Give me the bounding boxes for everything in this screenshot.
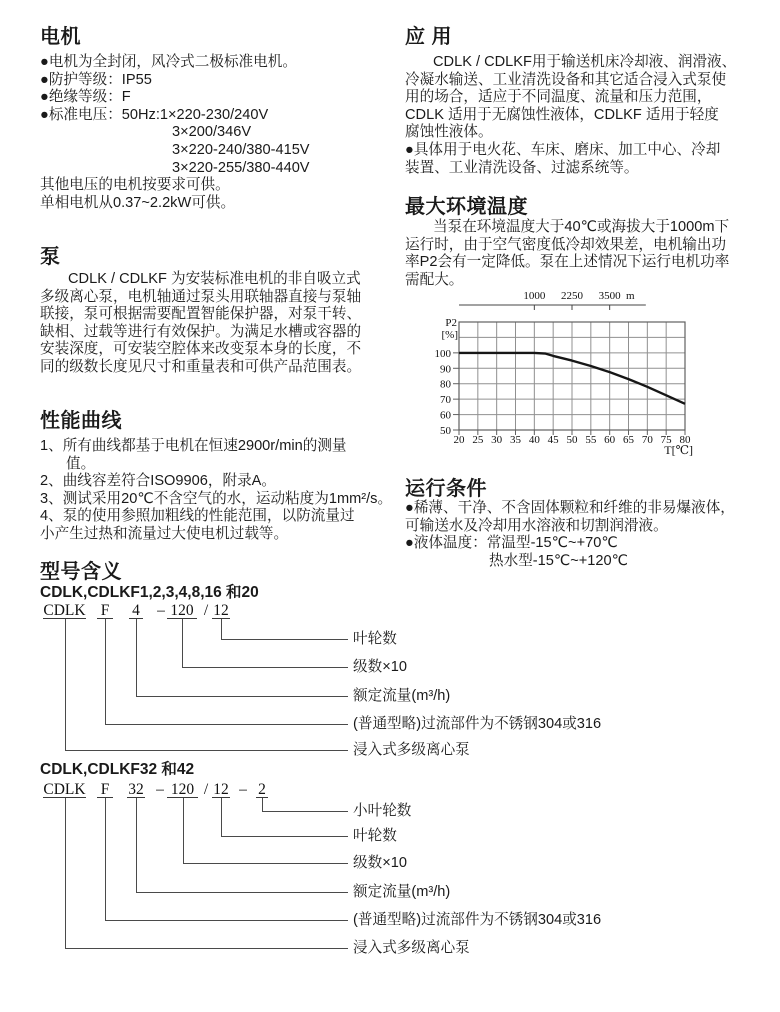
text-line: 可输送水及冷却用水溶液和切割润滑液。 (405, 517, 668, 534)
x-axis-label: T[℃] (664, 443, 693, 457)
text-line: 缺相、过载等进行有效保护。为满足水槽或容器的 (40, 323, 362, 340)
x-tick-label: 35 (510, 434, 521, 446)
designation-connector-line (183, 798, 184, 863)
text-line: ●标准电压：50Hz:1×220-230/240V (40, 106, 269, 123)
text-line: CDLK 适用于无腐蚀性液体，CDLKF 适用于轻度 (405, 106, 719, 123)
text-line: 值。 (66, 455, 96, 472)
section-title-curves: 性能曲线 (40, 410, 122, 432)
altitude-tick-label: 1000 (523, 290, 546, 302)
section-motor (40, 26, 392, 212)
section-title-pump: 泵 (40, 246, 61, 268)
designation-connector-line (105, 798, 106, 920)
text-line: ●电机为全封闭，风冷式二极标准电机。 (40, 54, 297, 70)
designation-connector-line (221, 619, 222, 639)
text-line: 4、泵的使用参照加粗线的性能范围，以防流量过 (40, 508, 355, 525)
model-code-segment: / (203, 602, 209, 619)
designation-connector-line (136, 798, 137, 892)
designation-label: 额定流量(m³/h) (353, 884, 451, 900)
designation-label: 额定流量(m³/h) (353, 688, 451, 704)
text-line: ●防护等级：IP55 (40, 71, 152, 88)
altitude-tick-label: 2250 (561, 290, 583, 302)
y-tick-label: 100 (434, 347, 451, 360)
operating-text (405, 500, 765, 570)
section-pump (40, 246, 392, 377)
designation-connector-line (65, 619, 66, 750)
designation-label: (普通型略)过流部件为不锈钢304或316 (353, 912, 602, 928)
max-ambient-text (405, 219, 765, 289)
derating-chart (405, 283, 780, 461)
model-code-segment: 120 (167, 782, 198, 798)
designation-connector-line (105, 619, 106, 724)
designation-label: 浸入式多级离心泵 (353, 940, 470, 956)
text-line: 1、所有曲线都基于电机在恒速2900r/min的测量 (40, 438, 347, 454)
text-line: 联接，泵可根据需要配置智能保护器，对泵干转、 (40, 306, 362, 323)
text-line: 冷凝水输送、工业清洗设备和其它适合浸入式泵使 (405, 71, 727, 88)
model-code-segment: CDLK (43, 781, 86, 798)
text-line: 率P2会有一定降低。泵在上述情况下运行电机功率 (405, 254, 730, 271)
x-tick-label: 30 (491, 434, 503, 446)
text-line: 同的级数长度见尺寸和重量表和可供产品范围表。 (40, 358, 362, 375)
designation-connector-line (183, 863, 348, 864)
model-code-segment: – (156, 781, 164, 798)
text-line: 单相电机从0.37~2.2kW可供。 (40, 194, 236, 211)
section-title-operating: 运行条件 (405, 478, 487, 500)
altitude-tick-label: 3500 (598, 290, 621, 302)
y-tick-label: 70 (440, 394, 451, 407)
x-tick-label: 75 (660, 434, 672, 446)
x-tick-label: 45 (547, 434, 559, 446)
model-code-segment: – (239, 781, 247, 798)
designation-connector-line (65, 798, 66, 948)
designation-label: 级数×10 (353, 659, 407, 675)
model-code-segment: F (97, 603, 113, 619)
model-code-segment: / (203, 781, 209, 798)
text-line: 装置、工业清洗设备、过滤系统等。 (405, 159, 639, 176)
text-line: 需配大。 (405, 271, 464, 288)
x-tick-label: 65 (623, 434, 634, 446)
x-tick-label: 70 (641, 434, 653, 446)
section-application (405, 26, 765, 177)
section-title-motor: 电机 (40, 26, 81, 48)
y-axis-label: P2 (445, 317, 457, 329)
section-title-model: 型号含义 (40, 561, 122, 583)
text-line: 3、测试采用20℃不含空气的水，运动粘度为1mm²/s。 (40, 490, 393, 507)
designation-connector-line (136, 619, 137, 696)
text-line: 腐蚀性液体。 (405, 124, 493, 141)
curves-text (40, 438, 392, 544)
model-code-segment: – (157, 602, 165, 619)
text-line: 安装深度，可安装空腔体来改变泵本身的长度，不 (40, 341, 362, 358)
text-line: ●稀薄、干净、不含固体颗粒和纤维的非易爆液体， (405, 500, 735, 516)
section-model-designation (40, 561, 740, 971)
application-text (405, 54, 765, 177)
designation-connector-line (65, 948, 348, 949)
text-line: ●液体温度：常温型-15℃~+70℃ (405, 535, 618, 552)
designation-connector-line (221, 639, 348, 640)
y-tick-label: 50 (440, 425, 451, 437)
text-line: 多级离心泵，电机轴通过泵头用联轴器直接与泵轴 (40, 288, 362, 305)
model-code-segment: 12 (213, 602, 229, 619)
designation-label: 浸入式多级离心泵 (353, 742, 470, 758)
text-line: ●绝缘等级：F (40, 89, 131, 106)
model-series-header: CDLK,CDLKF1,2,3,4,8,16 和20 (40, 584, 259, 601)
designation-connector-line (136, 892, 348, 893)
designation-connector-line (105, 724, 348, 725)
section-max-ambient-temperature (405, 196, 765, 289)
designation-label: 叶轮数 (353, 828, 397, 844)
designation-label: 叶轮数 (353, 631, 397, 647)
y-tick-label: 90 (440, 363, 451, 376)
model-code-segment: CDLK (43, 602, 86, 619)
text-line: 2、曲线容差符合ISO9906，附录A。 (40, 473, 276, 490)
x-tick-label: 80 (679, 434, 691, 446)
text-line: 用的场合，适应于不同温度、流量和压力范围， (405, 89, 712, 106)
pump-text (40, 271, 392, 377)
designation-label: (普通型略)过流部件为不锈钢304或316 (353, 716, 602, 732)
model-code-segment: F (97, 782, 113, 798)
text-line: ●具体用于电火花、车床、磨床、加工中心、冷却 (405, 141, 721, 158)
y-tick-label: 60 (440, 409, 451, 422)
model-code-segment: 2 (256, 782, 268, 798)
section-operating-conditions (405, 478, 765, 570)
designation-label: 级数×10 (353, 855, 407, 871)
designation-connector-line (65, 750, 348, 751)
designation-connector-line (221, 798, 222, 836)
designation-label: 小叶轮数 (353, 803, 412, 819)
altitude-unit-label: m (626, 290, 635, 302)
section-title-maxtemp: 最大环境温度 (405, 196, 528, 218)
text-line: 当泵在环境温度大于40℃或海拔大于1000m下 (433, 219, 730, 235)
y-axis-label: [%] (441, 329, 458, 341)
x-tick-label: 40 (528, 434, 540, 446)
text-line: CDLK / CDLKF用于输送机床冷却液、润滑液、 (433, 54, 737, 70)
text-line: 运行时，由于空气密度低冷却效果差，电机输出功 (405, 236, 727, 253)
motor-text (40, 54, 392, 212)
designation-connector-line (105, 920, 348, 921)
x-tick-label: 60 (604, 434, 616, 446)
model-code-segment: 32 (128, 781, 144, 798)
text-line: CDLK / CDLKF 为安装标准电机的非自吸立式 (68, 271, 361, 287)
text-line: 热水型-15℃~+120℃ (489, 552, 629, 569)
text-line: 3×200/346V (172, 124, 252, 141)
model-series-header: CDLK,CDLKF32 和42 (40, 761, 195, 778)
designation-connector-line (182, 667, 348, 668)
model-code-segment: 4 (129, 603, 143, 619)
section-title-application: 应 用 (405, 26, 453, 48)
section-performance-curves (40, 410, 392, 544)
model-code-segment: 120 (167, 603, 197, 619)
text-line: 小产生过热和流量过大使电机过载等。 (40, 525, 289, 542)
x-tick-label: 55 (585, 434, 597, 446)
designation-connector-line (262, 798, 263, 811)
designation-connector-line (262, 811, 348, 812)
text-line: 其他电压的电机按要求可供。 (40, 177, 230, 194)
model-code-segment: 12 (213, 781, 229, 798)
y-tick-label: 80 (440, 378, 451, 391)
text-line: 3×220-255/380-440V (172, 159, 310, 176)
x-tick-label: 50 (566, 434, 578, 446)
designation-connector-line (221, 836, 348, 837)
text-line: 3×220-240/380-415V (172, 141, 310, 158)
x-tick-label: 25 (472, 434, 484, 446)
designation-connector-line (136, 696, 348, 697)
designation-connector-line (182, 619, 183, 667)
x-tick-label: 20 (453, 434, 465, 446)
